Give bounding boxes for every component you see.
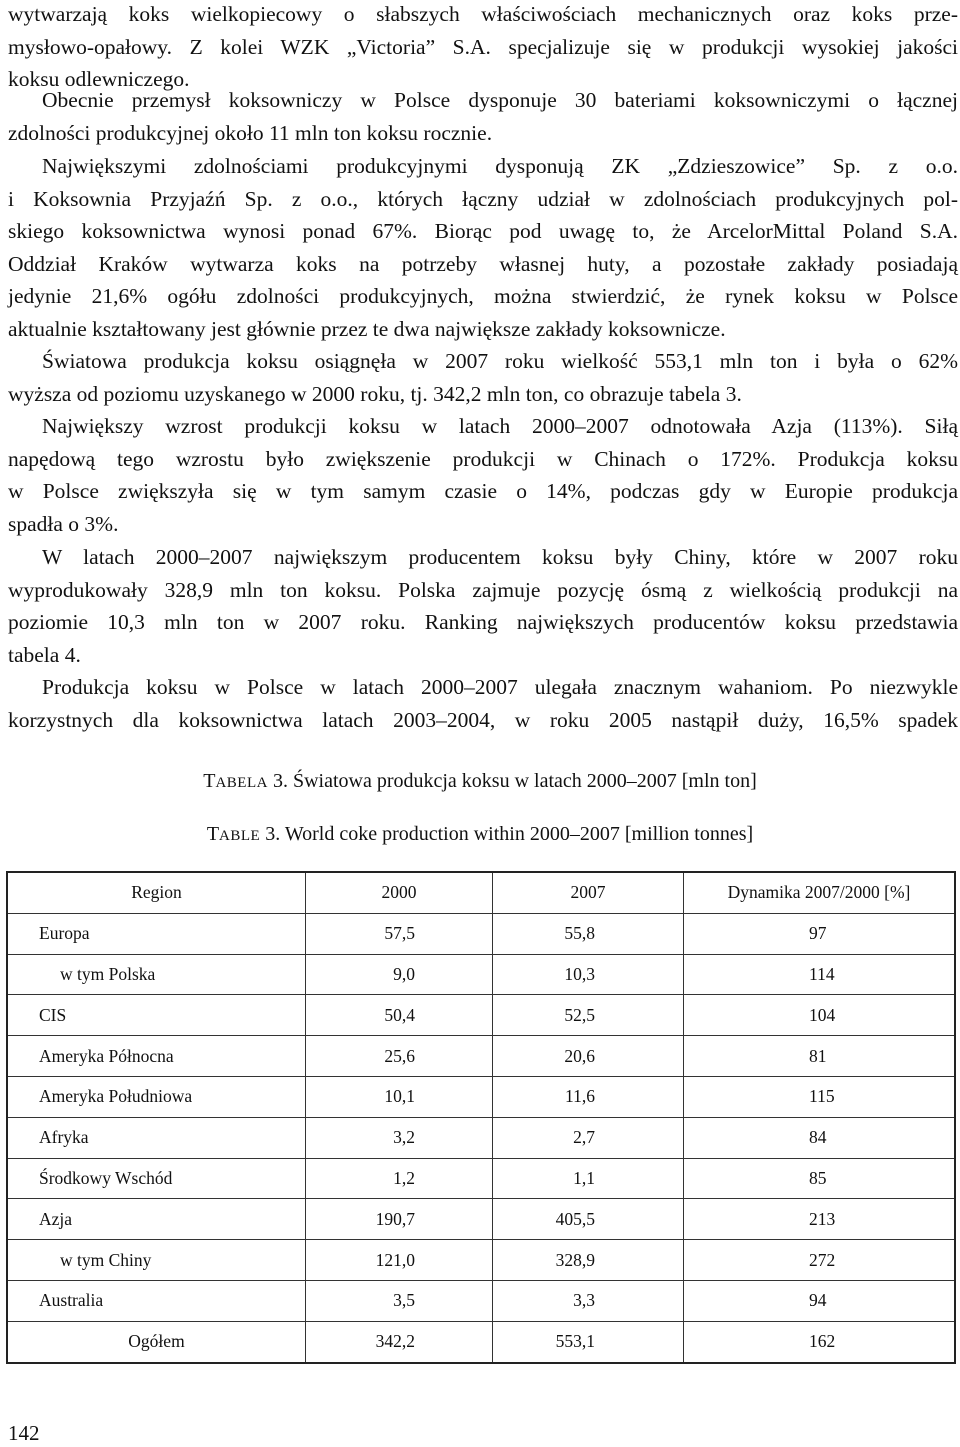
table-row [7,995,955,1036]
dynamics-cell: 84 [684,1117,956,1158]
region-cell: Australia [7,1280,306,1321]
table-row [7,954,955,995]
value-2007-cell: 10,3 [493,954,684,995]
paragraph [8,410,958,540]
text-line: wytwarzają koks wielkopiecowy o słabszych właściwościach mechanicznych oraz koks prze- [8,2,958,26]
region-cell: Ogółem [7,1321,306,1362]
table-row [7,1240,955,1281]
text-line: wyprodukowały 328,9 mln ton koksu. Polska zajmuje pozycję ósmą z wielkością produkcji na [8,577,958,602]
text-line: spadła o 3%. [8,511,119,536]
dynamics-cell: 85 [684,1158,956,1199]
dynamics-cell: 272 [684,1240,956,1281]
text-line: zdolności produkcyjnej około 11 mln ton koksu rocznie. [8,120,493,145]
value-2000-cell: 10,1 [306,1076,493,1117]
table-row [7,1076,955,1117]
dynamics-cell: 94 [684,1280,956,1321]
value-2007-cell: 52,5 [493,995,684,1036]
region-cell: Azja [7,1199,306,1240]
text-line: korzystnych dla koksownictwa latach 2003–2004, w roku 2005 nastąpił duży, 16,5% spadek [8,707,958,732]
value-2007-cell: 20,6 [493,1036,684,1077]
value-2007-cell: 55,8 [493,913,684,954]
table-caption-polish: TABELA 3. Światowa produkcja koksu w latach 2000–2007 [mln ton] [203,770,757,792]
value-2007-cell: 405,5 [493,1199,684,1240]
text-line: wyższa od poziomu uzyskanego w 2000 roku, tj. 342,2 mln ton, co obrazuje tabela 3. [8,381,742,406]
text-line: napędową tego wzrostu było zwiększenie produkcji w Chinach o 172%. Produkcja koksu [8,446,958,471]
table-row [7,1117,955,1158]
paragraph [8,671,958,736]
paragraph [8,84,958,149]
text-line: poziomie 10,3 mln ton w 2007 roku. Ranking największych producentów koksu przedstawia [8,610,958,635]
text-line: Największy wzrost produkcji koksu w latach 2000–2007 odnotowała Azja (113%). Siłą [42,414,958,438]
table-row [7,1321,955,1362]
page-number: 142 [8,1421,40,1445]
region-cell: Ameryka Południowa [7,1076,306,1117]
region-cell: Środkowy Wschód [7,1158,306,1199]
value-2007-cell: 1,1 [493,1158,684,1199]
value-2007-cell: 11,6 [493,1076,684,1117]
value-2000-cell: 3,2 [306,1117,493,1158]
region-cell: w tym Chiny [7,1240,306,1281]
paragraph [8,0,958,96]
table-row [7,1158,955,1199]
value-2007-cell: 3,3 [493,1280,684,1321]
dynamics-cell: 97 [684,913,956,954]
value-2000-cell: 57,5 [306,913,493,954]
value-2000-cell: 121,0 [306,1240,493,1281]
text-line: i Koksownia Przyjaźń Sp. z o.o., których łączny udział w zdolnościach produkcyjnych pol- [8,186,958,211]
region-cell: Ameryka Północna [7,1036,306,1077]
table-caption-english: TABLE 3. World coke production within 2000–2007 [million tonnes] [206,823,754,845]
table-row [7,1036,955,1077]
dynamics-cell: 104 [684,995,956,1036]
region-cell: Afryka [7,1117,306,1158]
region-cell: Europa [7,913,306,954]
paragraph [8,541,958,671]
dynamics-cell: 213 [684,1199,956,1240]
text-line: Oddział Kraków wytwarza koks na potrzeby własnej huty, a pozostałe zakłady posiadają [8,251,958,276]
dynamics-cell: 115 [684,1076,956,1117]
table-header-row [7,872,955,913]
paragraph [8,345,958,410]
value-2000-cell: 342,2 [306,1321,493,1362]
value-2000-cell: 50,4 [306,995,493,1036]
value-2000-cell: 25,6 [306,1036,493,1077]
table-row [7,1280,955,1321]
region-cell: w tym Polska [7,954,306,995]
header-region: Region [7,872,306,913]
text-line: skiego koksownictwa wynosi ponad 67%. Biorąc pod uwagę to, że ArcelorMittal Poland S.A. [8,219,958,244]
value-2007-cell: 328,9 [493,1240,684,1281]
region-cell: CIS [7,995,306,1036]
value-2000-cell: 9,0 [306,954,493,995]
coke-production-table [6,871,956,1364]
header-dynamics: Dynamika 2007/2000 [%] [684,872,956,913]
text-line: koksu odlewniczego. [8,67,190,92]
dynamics-cell: 81 [684,1036,956,1077]
table-row [7,1199,955,1240]
text-line: jedynie 21,6% ogółu zdolności produkcyjnych, można stwierdzić, że rynek koksu w Polsce [8,284,958,309]
text-line: mysłowo-opałowy. Z kolei WZK „Victoria” S.A. specjalizuje się w produkcji wysokiej jakości [8,34,958,59]
text-line: Obecnie przemysł koksowniczy w Polsce dysponuje 30 bateriami koksowniczymi o łącznej [42,88,958,112]
dynamics-cell: 162 [684,1321,956,1362]
dynamics-cell: 114 [684,954,956,995]
table-row [7,913,955,954]
value-2000-cell: 1,2 [306,1158,493,1199]
text-line: Największymi zdolnościami produkcyjnymi dysponują ZK „Zdzieszowice” Sp. z o.o. [42,154,958,178]
text-line: Światowa produkcja koksu osiągnęła w 2007 roku wielkość 553,1 mln ton i była o 62% [42,349,958,373]
text-line: aktualnie kształtowany jest głównie przez te dwa największe zakłady koksownicze. [8,316,726,341]
value-2007-cell: 2,7 [493,1117,684,1158]
text-line: Produkcja koksu w Polsce w latach 2000–2007 ulegała znacznym wahaniom. Po niezwykle [42,675,958,699]
value-2000-cell: 190,7 [306,1199,493,1240]
paragraph [8,150,958,346]
value-2000-cell: 3,5 [306,1280,493,1321]
text-line: tabela 4. [8,642,81,667]
header-2007: 2007 [493,872,684,913]
header-2000: 2000 [306,872,493,913]
value-2007-cell: 553,1 [493,1321,684,1362]
text-line: W latach 2000–2007 największym producentem koksu były Chiny, które w 2007 roku [42,545,958,569]
text-line: w Polsce zwiększyła się w tym samym czasie o 14%, podczas gdy w Europie produkcja [8,479,958,504]
